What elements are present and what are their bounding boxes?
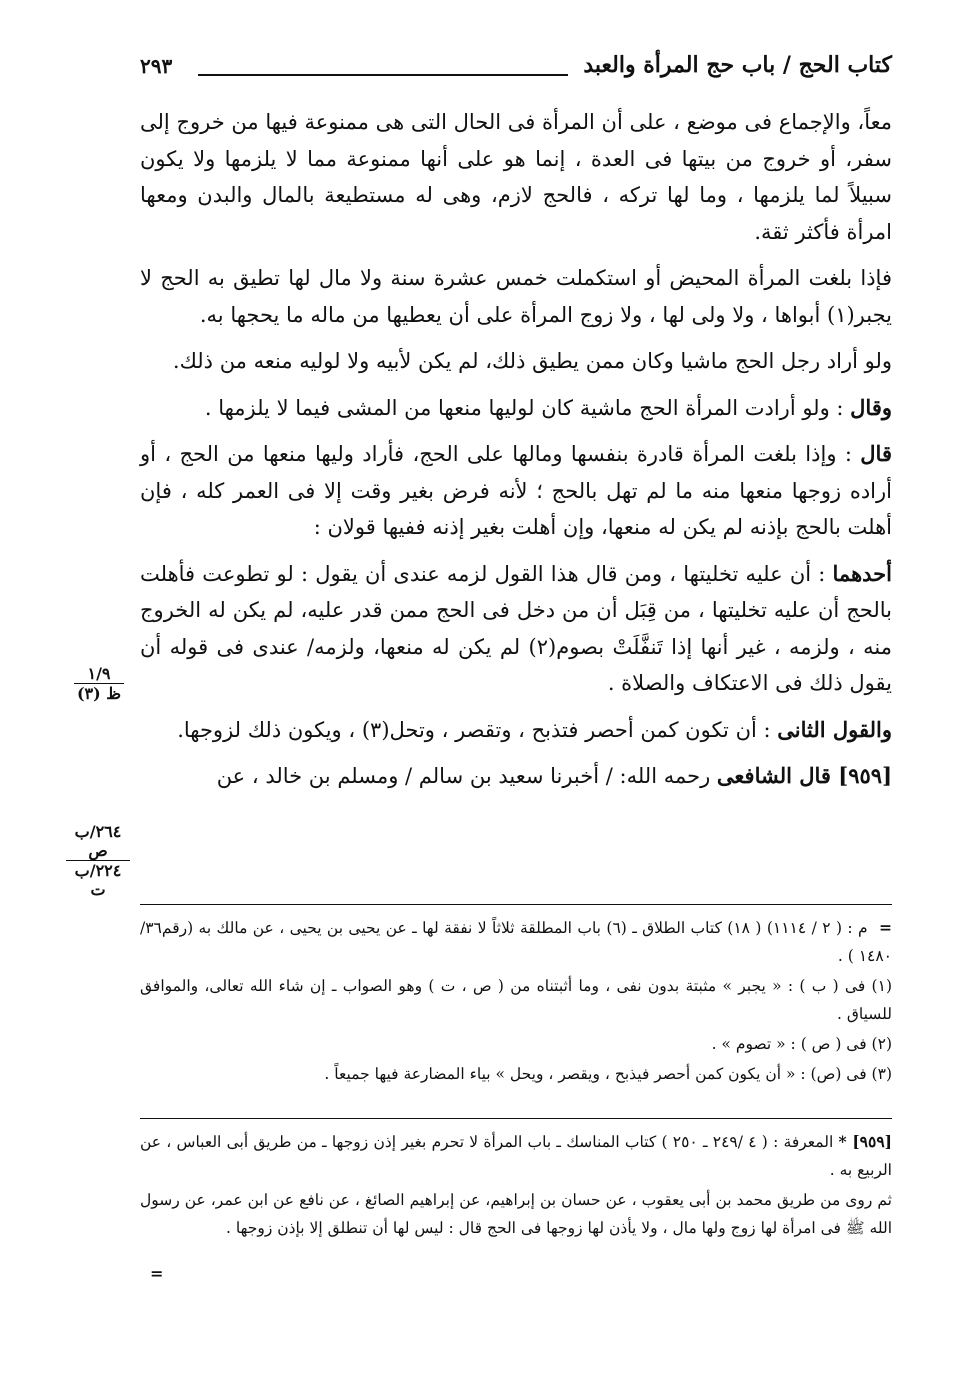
- page-number: ٢٩٣: [140, 54, 173, 78]
- paragraph-6-lead: أحدهما: [832, 560, 892, 586]
- paragraph-8-body: رحمه الله: / أخبرنا سعيد بن سالم / ومسلم بن خالد ، عن: [216, 764, 711, 788]
- paragraph-7-lead: والقول الثانى: [777, 716, 892, 742]
- main-text: [140, 104, 892, 805]
- paragraph-7: [140, 712, 892, 749]
- running-title: كتاب الحج / باب حج المرأة والعبد: [583, 52, 892, 78]
- sources-block: [140, 1128, 892, 1244]
- paragraph-4-lead: وقال: [850, 394, 892, 420]
- paragraph-5-body: : وإذا بلغت المرأة قادرة بنفسها ومالها على الحج، فأراد وليها منعها من الحج ، أو أراده زوجها منعها منه ما لم تهل بالحج ؛ لأنه فرض بغير وقت إلا فى العمر كله ، فإن أهلت بالحج بإذنه لم يكن له منعها، وإن أهلت بغير إذنه ففيها قولان :: [140, 442, 892, 539]
- margin-note-2-line-2: ص: [66, 841, 130, 861]
- margin-note-folio-1: [74, 664, 124, 703]
- footnote-continuation-text: م : ( ٢ / ١١١٤) ( ١٨) كتاب الطلاق ـ (٦) باب المطلقة ثلاثاً لا نفقة لها ـ عن يحيى بن يحيى ، عن مالك به (رقم٣٦/ ١٤٨٠ ) .: [140, 919, 892, 965]
- sources-continuation-mark: =: [150, 1264, 164, 1283]
- paragraph-7-body: : أن تكون كمن أحصر فتذبح ، وتقصر ، وتحل(٣) ، ويكون ذلك لزوجها.: [177, 717, 771, 742]
- margin-note-2-line-1: ٢٦٤/ب: [74, 822, 122, 841]
- margin-note-1-line-1: ١/٩: [74, 664, 124, 684]
- margin-note-1-line-2: ظ (٣): [76, 684, 122, 703]
- source-ref-number: [٩٥٩] *: [838, 1132, 892, 1151]
- source-entry-2: ثم روى من طريق محمد بن أبى يعقوب ، عن حسان بن إبراهيم، عن إبراهيم الصائغ ، عن نافع عن ابن عمر، عن رسول الله ﷺ فى امرأة لها زوج ولها مال ، ولا يأذن لها زوجها فى الحج قال : ليس لها أن تنطلق إلا بإذن زوجها .: [140, 1191, 892, 1237]
- footnote-continuation-mark: =: [879, 918, 893, 937]
- sources-rule: [140, 1118, 892, 1119]
- footnote-3: (٣) فى (ص) : « أن يكون كمن أحصر فيذبح ، ويقصر ، ويحل » بياء المضارعة فيها جميعاً .: [324, 1065, 892, 1083]
- paragraph-8-lead: [٩٥٩] قال الشافعى: [716, 763, 892, 788]
- footnote-continuation: [140, 914, 892, 970]
- paragraph-1: معاً، والإجماع فى موضع ، على أن المرأة فى الحال التى هى ممنوعة فيها من خروج إلى سفر، أو خروج من بيتها فى العدة ، إنما هو على أنها ممنوعة مما لا يلزمها ولا يكون سبيلاً لما يلزمها ، وما لها تركه ، فالحج لازم، وهى له مستطيعة بالمال والبدن ومعها امرأة فأكثر ثقة.: [140, 110, 892, 244]
- paragraph-6: [140, 556, 892, 702]
- paragraph-4-body: : ولو أرادت المرأة الحج ماشية كان لوليها منعها من المشى فيما لا يلزمها .: [204, 395, 844, 420]
- paragraph-5: [140, 436, 892, 546]
- margin-note-2-line-3: ٢٢٤/ب: [74, 861, 122, 880]
- paragraph-3: ولو أراد رجل الحج ماشيا وكان ممن يطيق ذلك، لم يكن لأبيه ولا لوليه منعه من ذلك.: [172, 349, 892, 373]
- paragraph-6-body: : أن عليه تخليتها ، ومن قال هذا القول لزمه عندى أن يقول : لو تطوعت فأهلت بالحج أن عليه تخليتها ، من قِبَل أن من دخل فى الحج ممن قدر عليه، لم يكن له الخروج منه ، ولزمه ، غير أنها إذا تَنفَّلَتْ بصوم(٢) لم يكن له منعها، ولزمه/ عندى فى قوله أن يقول ذلك فى الاعتكاف والصلاة .: [140, 561, 892, 695]
- paragraph-8: [140, 758, 892, 795]
- margin-note-folio-2: [66, 822, 130, 899]
- page-header: [140, 52, 892, 92]
- paragraph-4: [140, 390, 892, 427]
- footnotes-block: [140, 914, 892, 1090]
- source-entry-1-text: المعرفة : ( ٤ /٢٤٩ ـ ٢٥٠ ) كتاب المناسك ـ باب المرأة لا تحرم بغير إذن زوجها ـ من طريق أبى العباس ، عن الربيع به .: [140, 1133, 892, 1179]
- footnotes-rule: [140, 904, 892, 905]
- paragraph-2: فإذا بلغت المرأة المحيض أو استكملت خمس عشرة سنة ولا مال لها تطيق به الحج لا يجبر(١) أبواها ، ولا ولى لها ، ولا زوج المرأة على أن يعطيها من ماله ما يحجها به.: [140, 266, 892, 327]
- header-rule: [198, 74, 568, 76]
- margin-note-2-line-4: ت: [90, 880, 106, 899]
- footnote-2: (٢) فى ( ص ) : « تصوم » .: [711, 1035, 892, 1053]
- source-entry-1: [140, 1128, 892, 1184]
- paragraph-5-lead: قال: [860, 441, 892, 466]
- footnote-1: (١) فى ( ب ) : « يجبر » مثبتة بدون نفى ، وما أثبتناه من ( ص ، ت ) وهو الصواب ـ إن شاء الله تعالى، والموافق للسياق .: [140, 977, 892, 1023]
